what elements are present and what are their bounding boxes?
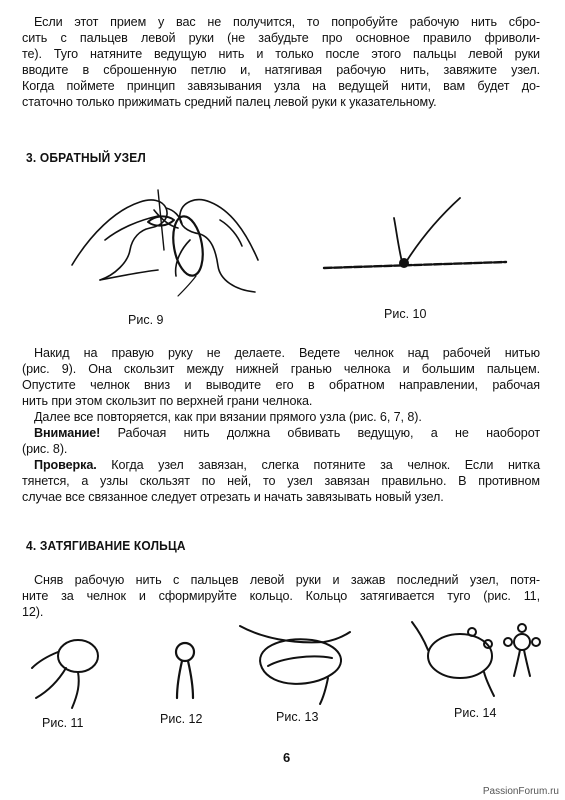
section3-line: Опустите челнок вниз и выводите его в обратном направлении, рабочая — [22, 378, 540, 392]
section4-line: 12). — [22, 605, 44, 619]
figure-9-hands-illustration — [70, 180, 260, 300]
page-number: 6 — [283, 750, 291, 765]
check-line-3: случае все связанное следует отрезать и начать завязывать новый узел. — [22, 490, 444, 504]
intro-line: те). Туго натяните ведущую нить и только после этого пальцы левой руки — [22, 47, 540, 61]
attention-line-2: (рис. 8). — [22, 442, 68, 456]
figure-9-caption: Рис. 9 — [128, 313, 164, 327]
intro-line: сить с пальцев левой руки (не забудьте про основное правило фриволи- — [22, 31, 540, 45]
section-heading-reverse-knot: 3. ОБРАТНЫЙ УЗЕЛ — [26, 150, 146, 165]
figure-14-caption: Рис. 14 — [454, 706, 497, 720]
check-line-2: тянется, а узлы скользят по ней, то узел завязан правильно. В противном — [22, 474, 540, 488]
check-text: Когда узел завязан, слегка потяните за челнок. Если нитка — [96, 458, 540, 472]
intro-line: статочно только прижимать средний палец левой руки к указательному. — [22, 95, 437, 109]
section3-line: Накид на правую руку не делаете. Ведете челнок над рабочей нитью — [34, 346, 540, 360]
check-line — [22, 457, 540, 473]
attention-line — [22, 425, 540, 441]
figure-11-ring-illustration — [30, 632, 120, 712]
section3-instructions — [22, 345, 540, 505]
figure-14-ring-picots-illustration — [410, 610, 550, 700]
section3-line: (рис. 9). Она скользит между нижней гранью челнока и большим пальцем. — [22, 362, 540, 376]
section-heading-ring-tightening: 4. ЗАТЯГИВАНИЕ КОЛЬЦА — [26, 538, 186, 553]
section3-line: нить при этом скользит по верхней грани челнока. — [22, 394, 313, 408]
check-label: Проверка. — [34, 458, 97, 472]
figure-12-caption: Рис. 12 — [160, 712, 203, 726]
intro-line: Если этот прием у вас не получится, то попробуйте рабочую нить сбро- — [34, 15, 540, 29]
intro-paragraph — [22, 14, 540, 110]
figure-12-ring-illustration — [165, 636, 205, 706]
intro-line: вводите в сброшенную петлю и, натягивая рабочую нить, завяжите узел. — [22, 63, 540, 77]
attention-text: Рабочая нить должна обвивать ведущую, а не наоборот — [100, 426, 540, 440]
figure-11-caption: Рис. 11 — [42, 716, 84, 730]
figure-10-caption: Рис. 10 — [384, 307, 427, 321]
watermark: PassionForum.ru — [482, 786, 559, 797]
section3-repeat-line: Далее все повторяется, как при вязании прямого узла (рис. 6, 7, 8). — [34, 410, 422, 424]
attention-label: Внимание! — [34, 426, 101, 440]
section4-line: ните за челнок и сформируйте кольцо. Кольцо затягивается туго (рис. 11, — [22, 589, 540, 603]
intro-line: Когда поймете принцип завязывания узла на ведущей нити, вам будет до- — [22, 79, 540, 93]
figure-13-caption: Рис. 13 — [276, 710, 319, 724]
figure-13-ring-illustration — [232, 618, 362, 708]
figure-10-knot-illustration — [320, 190, 510, 280]
section4-line: Сняв рабочую нить с пальцев левой руки и зажав последний узел, потя- — [34, 573, 540, 587]
